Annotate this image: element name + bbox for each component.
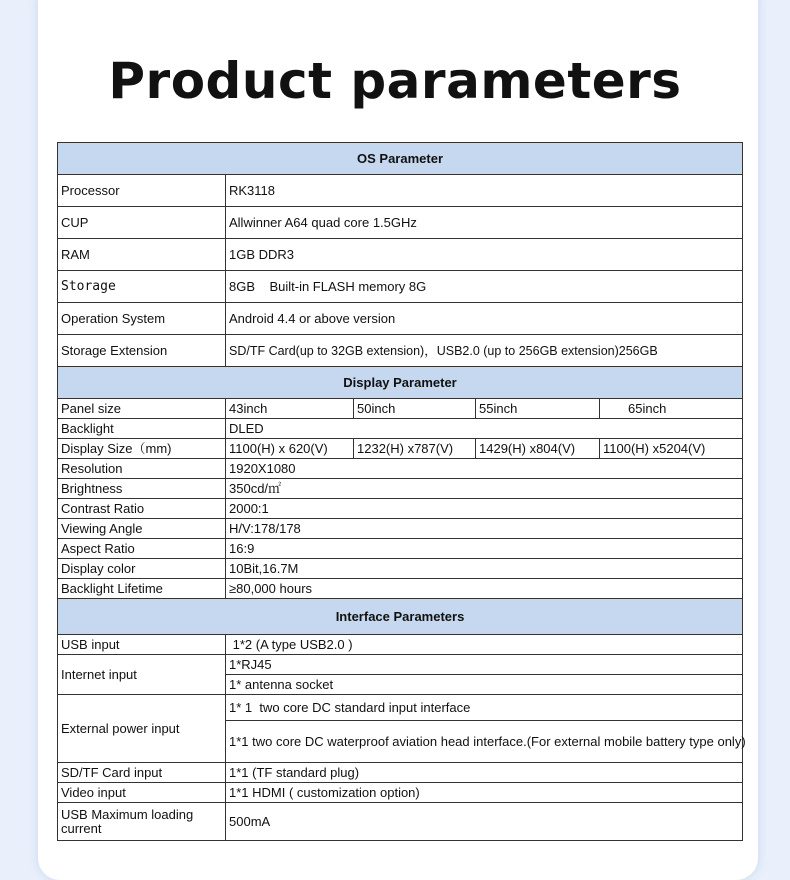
table-row xyxy=(58,783,743,803)
param-value: 50inch xyxy=(354,399,476,419)
param-label: Storage xyxy=(58,271,226,303)
param-label: Internet input xyxy=(58,655,226,695)
param-label-text: USB Maximum loading current xyxy=(61,806,194,836)
param-value: SD/TF Card(up to 32GB extension)，USB2.0 (up to 256GB extension)256GB xyxy=(226,335,743,367)
param-value: 16:9 xyxy=(226,539,743,559)
param-value: RK3118 xyxy=(226,175,743,207)
param-value: 1* 1 two core DC standard input interface xyxy=(226,695,743,721)
spec-table xyxy=(57,142,746,841)
param-label: Processor xyxy=(58,175,226,207)
param-value: 500mA xyxy=(226,803,743,841)
table-row xyxy=(58,763,743,783)
param-value: DLED xyxy=(226,419,743,439)
param-value: 1*1 two core DC waterproof aviation head interface.(For external mobile battery type only) xyxy=(226,721,743,763)
param-label: RAM xyxy=(58,239,226,271)
param-label: USB input xyxy=(58,635,226,655)
table-row xyxy=(58,479,743,499)
table-row xyxy=(58,635,743,655)
table-row xyxy=(58,695,743,721)
param-label xyxy=(58,803,226,841)
table-row xyxy=(58,519,743,539)
param-label: Storage Extension xyxy=(58,335,226,367)
param-label: Display Size（mm) xyxy=(58,439,226,459)
param-label: Video input xyxy=(58,783,226,803)
param-label: Contrast Ratio xyxy=(58,499,226,519)
param-value: 1*RJ45 xyxy=(226,655,743,675)
table-row xyxy=(58,335,743,367)
table-row xyxy=(58,539,743,559)
param-value: Android 4.4 or above version xyxy=(226,303,743,335)
table-row xyxy=(58,271,743,303)
param-label: Resolution xyxy=(58,459,226,479)
table-row xyxy=(58,655,743,675)
param-value: 1*1 (TF standard plug) xyxy=(226,763,743,783)
param-value: 1*1 HDMI ( customization option) xyxy=(226,783,743,803)
section-header-row xyxy=(58,367,743,399)
param-value: 1*2 (A type USB2.0 ) xyxy=(226,635,743,655)
os-header: OS Parameter xyxy=(58,143,743,175)
table-row xyxy=(58,399,743,419)
param-value: 1100(H) x5204(V) xyxy=(600,439,743,459)
param-value: 1100(H) x 620(V) xyxy=(226,439,354,459)
param-label: CUP xyxy=(58,207,226,239)
param-value: H/V:178/178 xyxy=(226,519,743,539)
param-label: SD/TF Card input xyxy=(58,763,226,783)
section-header-row xyxy=(58,599,743,635)
display-header: Display Parameter xyxy=(58,367,743,399)
param-label: Backlight Lifetime xyxy=(58,579,226,599)
param-value: 2000:1 xyxy=(226,499,743,519)
param-value: 55inch xyxy=(476,399,600,419)
param-value: 1429(H) x804(V) xyxy=(476,439,600,459)
param-value: ≥80,000 hours xyxy=(226,579,743,599)
page-title: Product parameters xyxy=(108,52,682,110)
param-value: 65inch xyxy=(600,399,743,419)
interface-header: Interface Parameters xyxy=(58,599,743,635)
param-label: Panel size xyxy=(58,399,226,419)
param-value: 1920X1080 xyxy=(226,459,743,479)
param-value: 1232(H) x787(V) xyxy=(354,439,476,459)
param-value: 1* antenna socket xyxy=(226,675,743,695)
param-label: Brightness xyxy=(58,479,226,499)
table-row xyxy=(58,559,743,579)
table-row xyxy=(58,303,743,335)
param-value: Allwinner A64 quad core 1.5GHz xyxy=(226,207,743,239)
table-row xyxy=(58,239,743,271)
table-row xyxy=(58,803,743,841)
table-row xyxy=(58,579,743,599)
param-value: 350cd/㎡ xyxy=(226,479,743,499)
param-label: Display color xyxy=(58,559,226,579)
table-row xyxy=(58,499,743,519)
param-label: External power input xyxy=(58,695,226,763)
param-value: 8GB Built-in FLASH memory 8G xyxy=(226,271,743,303)
param-label: Backlight xyxy=(58,419,226,439)
table-row xyxy=(58,207,743,239)
table-row xyxy=(58,439,743,459)
table-row xyxy=(58,459,743,479)
param-value: 1GB DDR3 xyxy=(226,239,743,271)
param-label: Viewing Angle xyxy=(58,519,226,539)
section-header-row xyxy=(58,143,743,175)
param-value: 43inch xyxy=(226,399,354,419)
param-value: 10Bit,16.7M xyxy=(226,559,743,579)
table-row xyxy=(58,175,743,207)
table-row xyxy=(58,419,743,439)
param-label: Operation System xyxy=(58,303,226,335)
param-label: Aspect Ratio xyxy=(58,539,226,559)
